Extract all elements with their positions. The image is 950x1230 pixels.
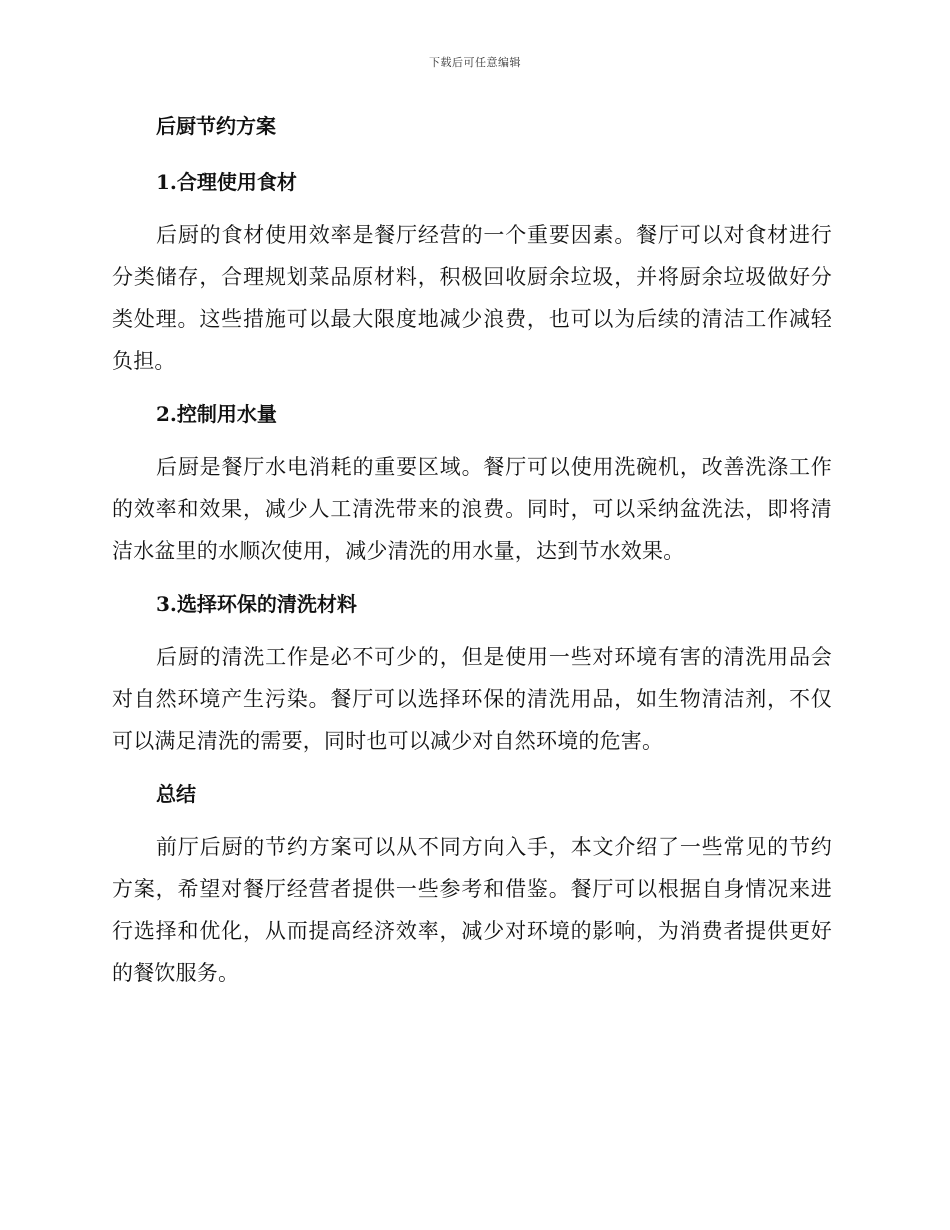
summary-paragraph: 前厅后厨的节约方案可以从不同方向入手，本文介绍了一些常见的节约方案，希望对餐厅经营者提供一些参考和借鉴。餐厅可以根据自身情况来进行选择和优化，从而提高经济效率，减少对环境的影响，为消费者提供更好的餐饮服务。 [112, 835, 832, 985]
section-heading-3: 3.选择环保的清洗材料 [156, 592, 357, 616]
document-body [112, 106, 832, 1006]
summary-heading: 总结 [156, 782, 196, 806]
section-paragraph-3: 后厨的清洗工作是必不可少的，但是使用一些对环境有害的清洗用品会对自然环境产生污染。餐厅可以选择环保的清洗用品，如生物清洁剂，不仅可以满足清洗的需要，同时也可以减少对自然环境的危害。 [112, 645, 832, 753]
section-heading-2: 2.控制用水量 [156, 402, 277, 426]
section-heading-1: 1.合理使用食材 [156, 170, 297, 194]
page-header: 下载后可任意编辑 [429, 56, 521, 69]
section-paragraph-2: 后厨是餐厅水电消耗的重要区域。餐厅可以使用洗碗机，改善洗涤工作的效率和效果，减少人工清洗带来的浪费。同时，可以采纳盆洗法，即将清洁水盆里的水顺次使用，减少清洗的用水量，达到节水效果。 [112, 455, 832, 563]
section-paragraph-1: 后厨的食材使用效率是餐厅经营的一个重要因素。餐厅可以对食材进行分类储存，合理规划菜品原材料，积极回收厨余垃圾，并将厨余垃圾做好分类处理。这些措施可以最大限度地减少浪费，也可以为后续的清洁工作减轻负担。 [112, 223, 832, 373]
document-title: 后厨节约方案 [156, 114, 276, 138]
